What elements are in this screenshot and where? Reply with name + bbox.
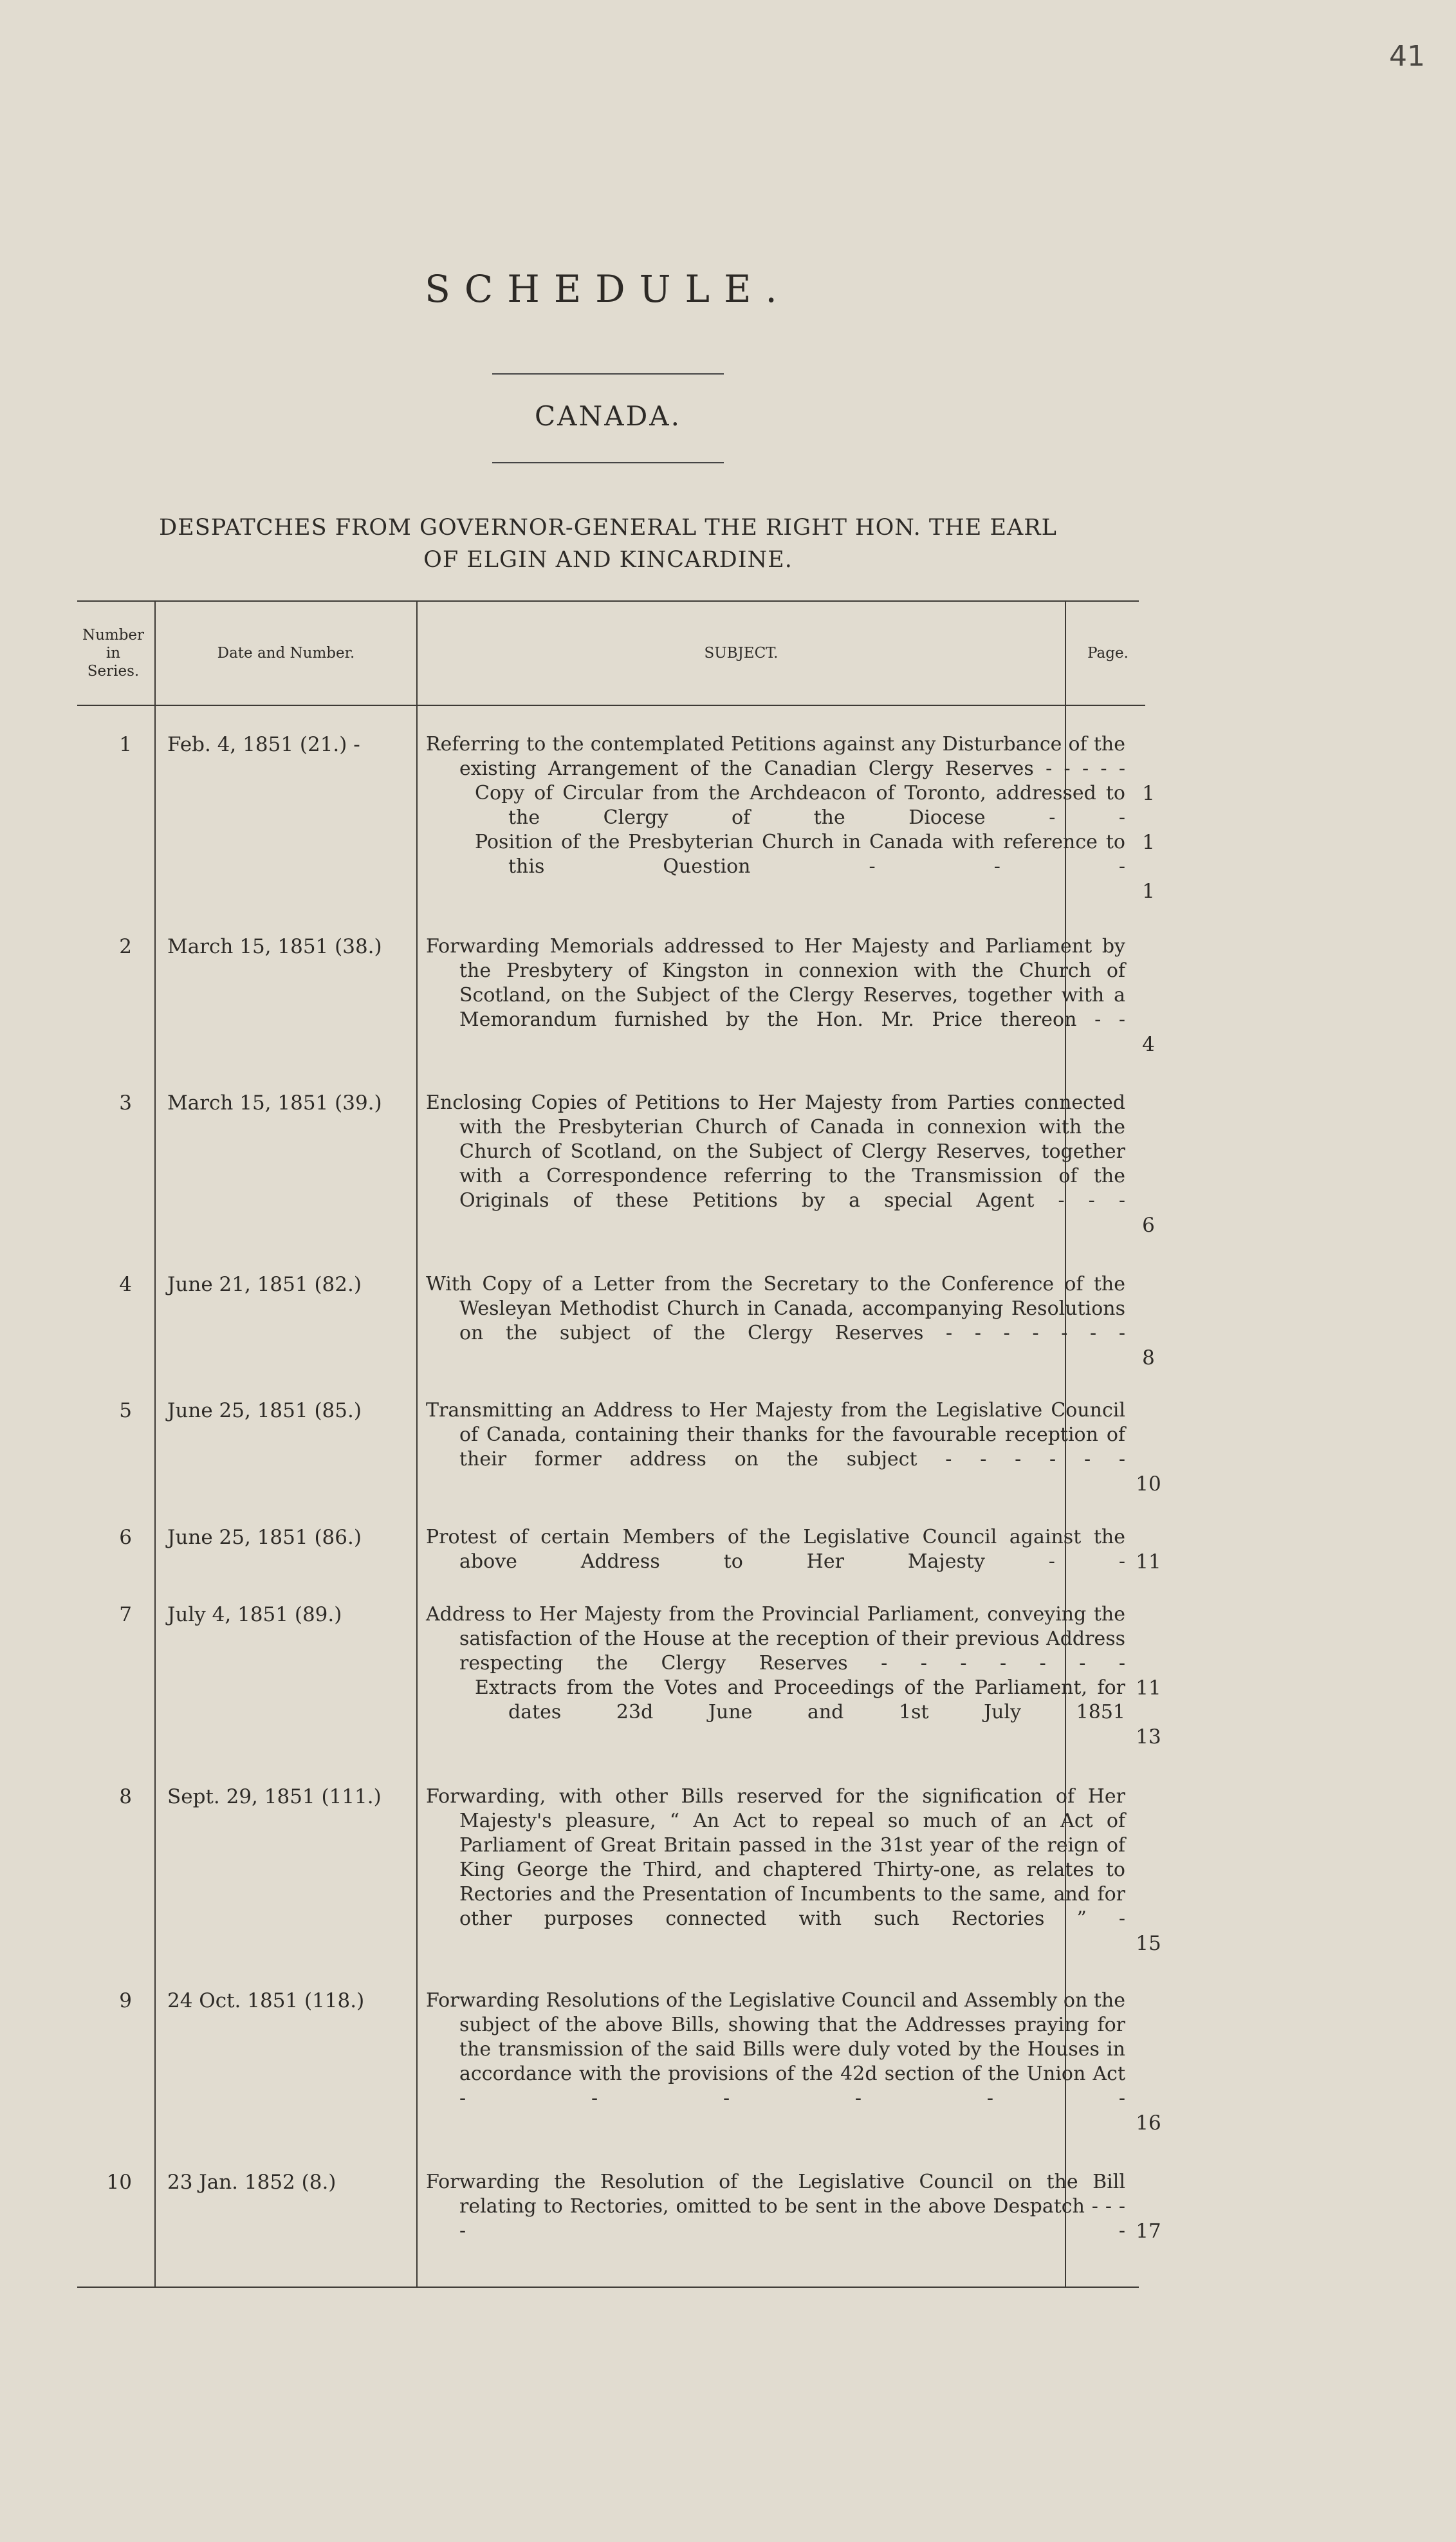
row-number: 6: [119, 1526, 132, 1549]
page-ref: 1: [1142, 831, 1155, 854]
subject-entry: Transmitting an Address to Her Majesty from the Legislative Council of Canada, containing their thanks for the favourable reception of their former address on the subject - - - - - -: [426, 1399, 1125, 1470]
section-divider: [492, 462, 724, 463]
subject-entry: Position of the Presbyterian Church in Canada with reference to this Question - - -: [475, 831, 1125, 878]
row-date: March 15, 1851 (38.): [167, 935, 382, 958]
column-header-subject: SUBJECT.: [704, 645, 779, 662]
page-ref: 1: [1142, 782, 1155, 805]
row-subject: [426, 1398, 1125, 1472]
subject-entry: Referring to the contemplated Petitions against any Disturbance of the existing Arrangement of the Canadian Clergy Reserves - - - - -: [426, 733, 1125, 780]
row-date: June 25, 1851 (86.): [167, 1526, 362, 1549]
header-bottom-rule: [77, 705, 1145, 706]
column-header-number-line-1: Number: [82, 627, 145, 644]
row-subject: [426, 934, 1125, 1032]
column-divider-2: [416, 600, 418, 2288]
row-date: 23 Jan. 1852 (8.): [167, 2171, 336, 2194]
column-header-date: Date and Number.: [217, 645, 355, 662]
subject-entry: Protest of certain Members of the Legislative Council against the above Address to Her Majesty - -: [426, 1526, 1125, 1573]
table-bottom-rule: [77, 2287, 1139, 2288]
row-number: 10: [106, 2171, 132, 2194]
row-number: 1: [119, 733, 132, 756]
row-subject: [426, 732, 1125, 879]
page-ref: 15: [1136, 1932, 1161, 1955]
page-ref: 17: [1136, 2220, 1161, 2243]
page-ref: 11: [1136, 1550, 1161, 1573]
row-number: 2: [119, 935, 132, 958]
row-date: March 15, 1851 (39.): [167, 1091, 382, 1115]
row-number: 9: [119, 1989, 132, 2012]
column-header-number-line-3: Series.: [87, 663, 140, 680]
page-ref: 13: [1136, 1725, 1161, 1749]
row-subject: [426, 2170, 1125, 2243]
row-subject: [426, 1989, 1125, 2111]
column-divider-1: [154, 600, 156, 2288]
subject-entry: Forwarding Memorials addressed to Her Majesty and Parliament by the Presbytery of Kingston in connexion with the Church of Scotland, on the Subject of the Clergy Reserves, together with a Memorandum furnished by the Hon. Mr. Price thereon - -: [426, 935, 1125, 1031]
row-subject: [426, 1525, 1125, 1574]
heading-line-1: DESPATCHES FROM GOVERNOR-GENERAL THE RIGHT HON. THE EARL: [159, 515, 1057, 541]
page-ref: 16: [1136, 2111, 1161, 2135]
despatch-table: [77, 600, 1161, 2289]
row-subject: [426, 1785, 1125, 1931]
page-ref: 6: [1142, 1214, 1155, 1237]
row-date: Feb. 4, 1851 (21.) -: [167, 733, 360, 756]
page-ref: 11: [1136, 1676, 1161, 1700]
column-header-number: [73, 602, 153, 705]
row-number: 7: [119, 1603, 132, 1626]
heading-line-2: OF ELGIN AND KINCARDINE.: [423, 547, 793, 573]
subject-entry: Forwarding Resolutions of the Legislative Council and Assembly on the subject of the above Bills, showing that the Addresses praying for the transmission of the said Bills were duly voted by the Houses in accordance with the provisions of the 42d section of the Union Act - - - - - -: [426, 1989, 1125, 2110]
page-ref: 10: [1136, 1472, 1161, 1496]
subject-entry: Enclosing Copies of Petitions to Her Majesty from Parties connected with the Presbyterian Church of Canada in connexion with the Church of Scotland, on the Subject of Clergy Reserves, together with a Correspondence referring to the Transmission of the Originals of these Petitions by a special Agent - - -: [426, 1091, 1125, 1212]
column-header-page: Page.: [1087, 645, 1129, 662]
row-subject: [426, 1091, 1125, 1213]
subject-entry: With Copy of a Letter from the Secretary to the Conference of the Wesleyan Methodist Church in Canada, accompanying Resolutions on the subject of the Clergy Reserves - - - - - - -: [426, 1273, 1125, 1344]
subject-entry: Copy of Circular from the Archdeacon of Toronto, addressed to the Clergy of the Diocese - -: [475, 782, 1125, 829]
row-date: June 21, 1851 (82.): [167, 1273, 362, 1296]
page-ref: 1: [1142, 880, 1155, 903]
row-subject: [426, 1272, 1125, 1346]
row-date: June 25, 1851 (85.): [167, 1399, 362, 1422]
column-header-number-line-2: in: [106, 645, 121, 662]
page-ref: 4: [1142, 1033, 1155, 1056]
schedule-title: SCHEDULE.: [425, 267, 791, 311]
page-number: 41: [1389, 40, 1425, 73]
row-date: July 4, 1851 (89.): [167, 1603, 342, 1626]
subject-entry: Forwarding the Resolution of the Legislative Council on the Bill relating to Rectories, omitted to be sent in the above Despatch - - - - -: [426, 2171, 1125, 2242]
title-divider: [492, 373, 724, 375]
subject-entry: Extracts from the Votes and Proceedings of the Parliament, for dates 23d June and 1st July 1851: [475, 1676, 1125, 1723]
subject-entry: Forwarding, with other Bills reserved for the signification of Her Majesty's pleasure, “ An Act to repeal so much of an Act of Parliament of Great Britain passed in the 31st year of the reign of King George the Third, and chaptered Thirty-one, as relates to Rectories and the Presentation of Incumbents to the same, and for other purposes connected with such Rectories ” -: [426, 1785, 1125, 1930]
row-number: 3: [119, 1091, 132, 1115]
row-subject: [426, 1602, 1125, 1725]
row-date: 24 Oct. 1851 (118.): [167, 1989, 365, 2012]
table-heading: [97, 512, 1120, 576]
section-heading: CANADA.: [535, 400, 681, 432]
row-date: Sept. 29, 1851 (111.): [167, 1785, 382, 1808]
row-number: 4: [119, 1273, 132, 1296]
row-number: 8: [119, 1785, 132, 1808]
page-ref: 8: [1142, 1346, 1155, 1369]
row-number: 5: [119, 1399, 132, 1422]
subject-entry: Address to Her Majesty from the Provincial Parliament, conveying the satisfaction of the House at the reception of their previous Address respecting the Clergy Reserves - - - - - - -: [426, 1603, 1125, 1675]
